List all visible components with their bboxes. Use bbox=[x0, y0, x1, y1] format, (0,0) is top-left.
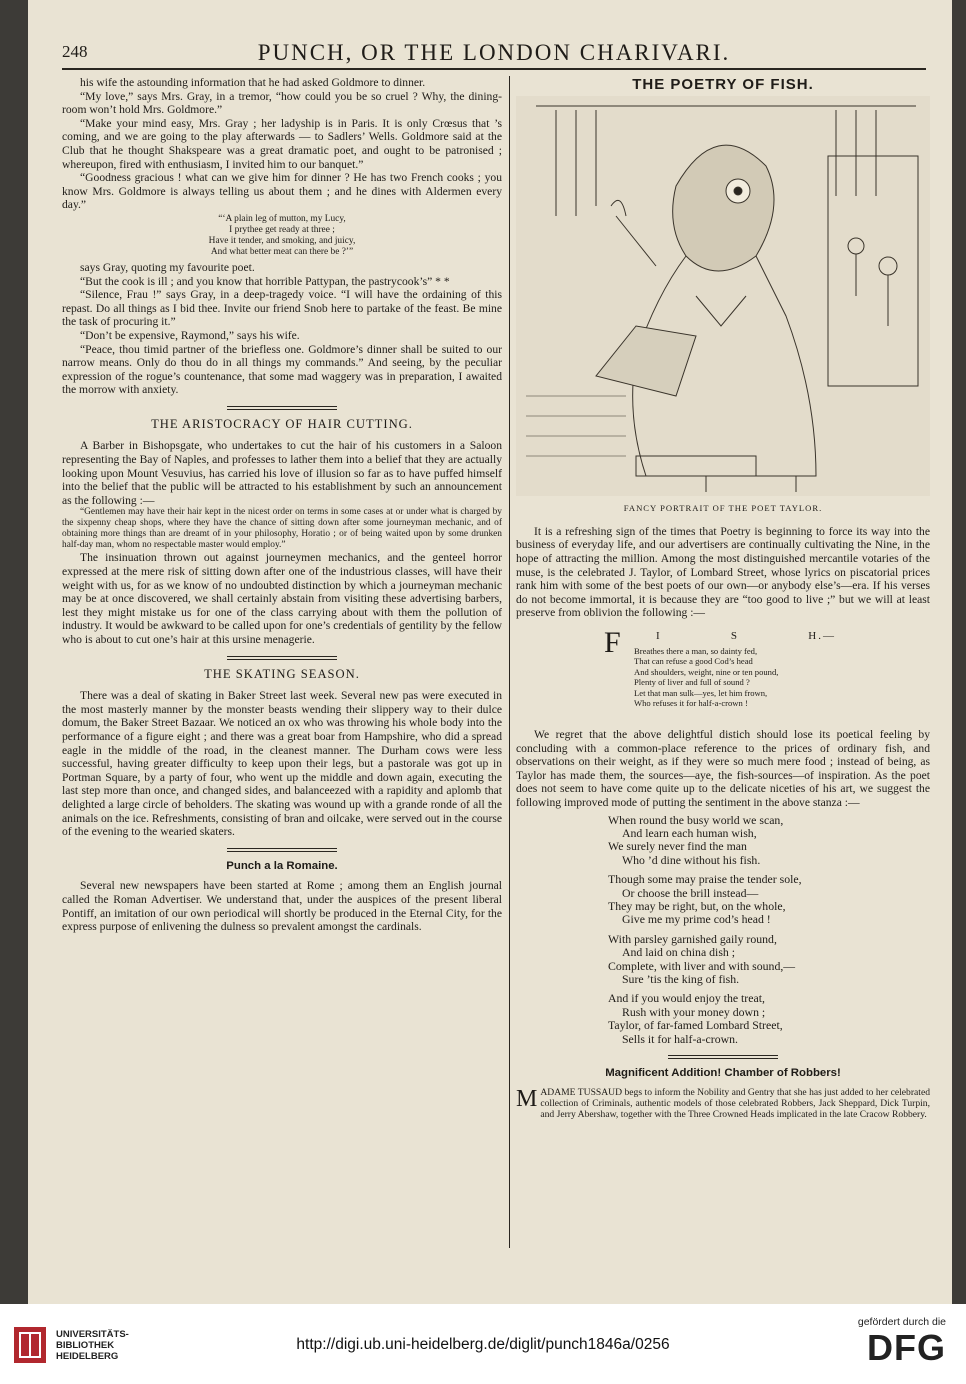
paragraph: “Make your mind easy, Mrs. Gray ; her ladyship is in Paris. It is only Crœsus that ’s coming, and we are going to the play afterwards — to Sadlers’ Wells. Goldmore said at the Club that he thought Shakspeare was a great dramatic poet, and ought to be patronised ; whereupon, fired with enthusiasm, I invited him to our banquet.” bbox=[62, 116, 502, 171]
section-separator bbox=[227, 406, 337, 410]
paragraph: says Gray, quoting my favourite poet. bbox=[80, 260, 255, 274]
text-line: And what better meat can there be ?’” bbox=[210, 246, 354, 257]
fish-letters bbox=[656, 630, 836, 644]
hair-cutting-heading: THE ARISTOCRACY OF HAIR CUTTING. bbox=[151, 416, 413, 431]
text-line: Breathes there a man, so dainty fed, bbox=[634, 645, 758, 656]
fish-lines bbox=[634, 646, 778, 708]
stanza-line: And learn each human wish, bbox=[622, 825, 757, 840]
section-separator bbox=[227, 656, 337, 660]
source-url-link[interactable]: http://digi.ub.uni-heidelberg.de/diglit/punch1846a/0256 bbox=[296, 1336, 670, 1353]
punch-romaine-paragraphs bbox=[62, 879, 502, 933]
paragraph: “Goodness gracious ! what can we give him for dinner ? He has two French cooks ; you know Mrs. Goldmore is always telling us about them ; and he dines with Aldermen every day.” bbox=[62, 171, 502, 212]
paragraph: his wife the astounding information that he had asked Goldmore to dinner. bbox=[80, 76, 426, 89]
paragraph: “Don’t be expensive, Raymond,” says his wife. bbox=[80, 328, 300, 342]
text-line: Let that man sulk—yes, let him frown, bbox=[634, 687, 768, 698]
right-column bbox=[516, 76, 930, 1248]
magnificent-addition-heading: Magnificent Addition! Chamber of Robbers! bbox=[605, 1067, 841, 1079]
illustration-caption: FANCY PORTRAIT OF THE POET TAYLOR. bbox=[623, 503, 823, 514]
newspaper-page bbox=[28, 0, 952, 1304]
left-column bbox=[62, 76, 502, 1248]
stanza-line: We surely never find the man bbox=[608, 839, 747, 854]
dfg-sponsor[interactable] bbox=[826, 1316, 946, 1368]
stanza-line: Taylor, of far-famed Lombard Street, bbox=[608, 1018, 783, 1033]
text-line: That can refuse a good Cod’s head bbox=[634, 656, 753, 667]
madame-text: ADAME TUSSAUD begs to inform the Nobility and Gentry that she has just added to her celebrated collection of Criminals, authentic models of those celebrated Robbers, Jack Sheppard, Dick Turpin, and Jerry Abershaw, together with the Three Crowned Heads implicated in the late Cracow Robbery. bbox=[540, 1086, 930, 1120]
hair-cutting-paragraphs bbox=[62, 439, 502, 507]
stanza-line: Complete, with liver and with sound,— bbox=[608, 958, 796, 973]
story-paragraphs-middle bbox=[62, 261, 502, 397]
skating-heading: THE SKATING SEASON. bbox=[204, 666, 360, 681]
stanza-line: When round the busy world we scan, bbox=[608, 812, 784, 827]
stanza bbox=[608, 873, 930, 927]
stanza bbox=[608, 992, 930, 1046]
column-divider bbox=[509, 76, 510, 1248]
stanza-line: Sure ’tis the king of fish. bbox=[622, 971, 740, 986]
stanza-line: Give me my prime cod’s head ! bbox=[622, 912, 771, 927]
fish-poet-illustration bbox=[516, 96, 930, 496]
paragraph: “My love,” says Mrs. Gray, in a tremor, “how could you be so cruel ? Why, the dining-room won’t hold Mrs. Goldmore.” bbox=[62, 89, 502, 117]
hair-cutting-quote: “Gentlemen may have their hair kept in the nicest order on terms in some cases at or under what is charged by the sixpenny cheap shops, where they have the chance of sitting down after some journeyman mechanic, and of obtaining more things than are dreamt of in your philosophy, Horatio ; or of being waited upon by some drunken half-day man, whom no respectable master would employ.” bbox=[62, 507, 502, 551]
dfg-logo: DFG bbox=[867, 1327, 946, 1368]
page-header bbox=[62, 40, 926, 70]
skating-paragraphs bbox=[62, 689, 502, 839]
stanza-line: Sells it for half-a-crown. bbox=[622, 1031, 738, 1046]
stanza-line: Rush with your money down ; bbox=[622, 1004, 766, 1019]
quoted-verse bbox=[62, 214, 502, 258]
stanza-line: And laid on china dish ; bbox=[622, 945, 736, 960]
stanza-line: Who ’d dine without his fish. bbox=[622, 852, 761, 867]
text-line: H.— bbox=[808, 629, 836, 642]
text-line: Who refuses it for half-a-crown ! bbox=[634, 697, 748, 708]
fish-advertisement-poem bbox=[516, 626, 930, 724]
text-line: And shoulders, weight, nine or ten pound, bbox=[634, 666, 779, 677]
stanza bbox=[608, 814, 930, 868]
text-line: I bbox=[656, 629, 662, 642]
hair-cutting-paragraphs-2 bbox=[62, 551, 502, 646]
stanza-line: They may be right, but, on the whole, bbox=[608, 898, 786, 913]
stanza-line: Though some may praise the tender sole, bbox=[608, 872, 802, 887]
text-line: UNIVERSITÄTS- bbox=[56, 1328, 129, 1340]
tussaud-notice bbox=[516, 1087, 930, 1120]
text-line: BIBLIOTHEK bbox=[56, 1339, 115, 1351]
sponsor-text: gefördert durch die bbox=[857, 1316, 946, 1328]
stanza-line: Or choose the brill instead— bbox=[622, 885, 759, 900]
paragraph: “Silence, Frau !” says Gray, in a deep-tragedy voice. “I will have the ordaining of this repast. Do all things as I bid thee. Invite our friend Snob here to partake of the feast. Be mine the task of procuring it.” bbox=[62, 288, 502, 329]
library-footer bbox=[0, 1304, 966, 1384]
stanza-line: And if you would enjoy the treat, bbox=[608, 991, 765, 1006]
fish-initial: F bbox=[604, 625, 621, 659]
madame-initial: M bbox=[516, 1085, 538, 1112]
text-line: Have it tender, and smoking, and juicy, bbox=[208, 235, 356, 246]
page-title: PUNCH, OR THE LONDON CHARIVARI. bbox=[257, 40, 731, 65]
paragraph: Several new newspapers have been started at Rome ; among them an English journal called the Roman Advertiser. We understand that, under the auspices of the present liberal Pontiff, an imitation of our own periodical will shortly be produced in the Eternal City, for the express purpose of enlivening the dulness so prevalent amongst the cardinals. bbox=[62, 879, 502, 934]
text-line: HEIDELBERG bbox=[56, 1350, 119, 1362]
regret-paragraph: We regret that the above delightful distich should lose its poetical feeling by concluding with a common-place reference to the prices of ordinary fish, and observations on their weight, as if they were so much mere food ; instead of being, as Taylor has made them, the sources—aye, the fish-sources—of inspiration. As the poet does not seem to have come quite up to the delicate niceties of his art, we suggest the following improved mode of putting the sentiment in the above stanza :— bbox=[516, 727, 930, 809]
paragraph: A Barber in Bishopsgate, who undertakes to cut the hair of his customers in a Saloon representing the Bay of Naples, and professes to lather them into a belief that they are actually looking upon Mount Vesuvius, has carried his love of illusion so far as to have puffed himself into the belief that the public will be attracted to his establishment by such an announcement as the following :— bbox=[62, 439, 502, 507]
text-line: “‘A plain leg of mutton, my Lucy, bbox=[218, 213, 346, 224]
story-paragraphs-top bbox=[62, 76, 502, 212]
stanza-line: With parsley garnished gaily round, bbox=[608, 931, 777, 946]
stanza bbox=[608, 933, 930, 987]
punch-romaine-heading: Punch a la Romaine. bbox=[226, 859, 338, 872]
text-line: S bbox=[730, 629, 740, 642]
text-line: Plenty of liver and full of sound ? bbox=[634, 677, 750, 688]
poetry-intro-paragraph: It is a refreshing sign of the times that Poetry is beginning to force its way into the business of everyday life, and our advertisers are continually cultivating the Nine, in the hope of attracting the million. Among the most distinguished mercantile votaries of the muse, is the celebrated J. Taylor, of Lombard Street, whose lyrics on piscatorial prices rank him with some of the best poets of our own—or anybody else’s—era. If his verses do not become immortal, it is because they are “too good to live ;” but we will at least preserve from oblivion the following :— bbox=[516, 524, 930, 620]
section-separator bbox=[227, 848, 337, 852]
poetry-of-fish-heading: THE POETRY OF FISH. bbox=[632, 76, 814, 93]
paragraph: The insinuation thrown out against journeymen mechanics, and the genteel horror expressed at the mere risk of sitting down after one of the industrious classes, will have their weight with us, for as we know of no undoubted distinction by which a journeyman mechanic may be at once discovered, we shall certainly abstain from visiting these advertising barbers, lest they might mistake us for one of the class carrying about with them the pollution of industry. It would be awkward to be called upon for one’s credentials of gentility by the fellow who is about to cut one’s hair at this ursine menagerie. bbox=[62, 551, 502, 646]
paragraph: “Peace, thou timid partner of the briefless one. Goldmore’s dinner shall be suited to our narrow means. Only do thou do in all things my commands.” And seeing, by the peculiar expression of the rogue’s countenance, that some mad waggery was in preparation, I awaited the morrow with anxiety. bbox=[62, 342, 502, 397]
section-separator bbox=[668, 1055, 778, 1059]
improved-stanzas bbox=[516, 814, 930, 1047]
paragraph: “But the cook is ill ; and you know that horrible Pattypan, the pastrycook’s” * * bbox=[80, 274, 450, 288]
paragraph: There was a deal of skating in Baker Street last week. Several new pas were executed in the most masterly manner by the monster beasts wending their slippery way to their dulce domum, the Baker Street Bazaar. We noticed an ox who was throwing his whole body into the performance of a figure eight ; and there was a great boar from Hampshire, who did a spread eagle in the middle of the road, in the cleanest manner. The Durham cows were less successful, having greater difficulty to keep upon their legs, but a pastorale was got up in Portman Square, by a party of four, who went up the middle and down again, executing the last step more than once, and changed sides, and balanceezed with a rapidity and aplomb that delighted a large circle of beholders. The skating was wound up with a grande ronde of all the animals on the ice. Refreshments, consisting of bran and oilcake, were served out in the course of the evening to the wearied skaters. bbox=[62, 689, 502, 839]
page-number: 248 bbox=[62, 42, 88, 61]
text-line: I prythee get ready at three ; bbox=[229, 224, 335, 235]
